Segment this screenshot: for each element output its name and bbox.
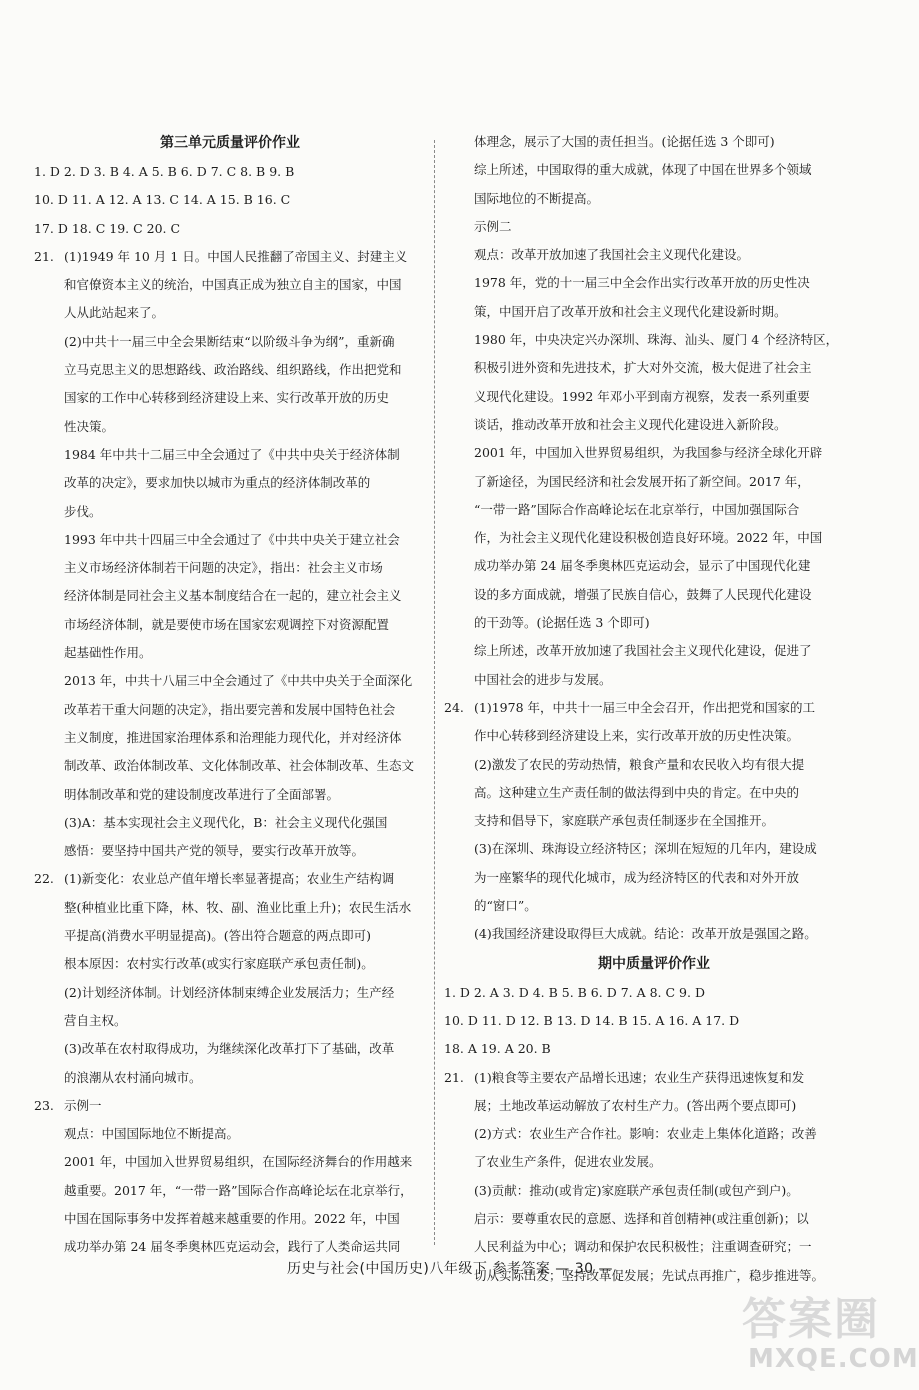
answer-line: (2)激发了农民的劳动热情，粮食产量和农民收入均有很大提 [474, 756, 805, 772]
answer-line: 2013 年，中共十八届三中全会通过了《中共中央关于全面深化 [64, 673, 413, 689]
answer-line: (1)新变化：农业总产值年增长率显著提高；农业生产结构调 [64, 871, 395, 887]
page-footer: 历史与社会(中国历史)八年级下 参考答案 — 30 — [286, 1261, 614, 1277]
answer-line: (1)1978 年，中共十一届三中全会召开，作出把党和国家的工 [474, 699, 815, 715]
answer-line: (2)计划经济体制。计划经济体制束缚企业发展活力；生产经 [64, 984, 395, 1000]
column-divider [434, 140, 435, 1245]
answer-line: (2)方式：农业生产合作社。影响：农业走上集体化道路；改善 [474, 1126, 817, 1142]
right-column [444, 128, 864, 1290]
answer-line: 感悟：要坚持中国共产党的领导，要实行改革开放等。 [64, 843, 365, 859]
answer-line: 支持和倡导下，家庭联产承包责任制逐步在全国推开。 [474, 813, 775, 829]
answer-line: 策，中国开启了改革开放和社会主义现代化建设新时期。 [474, 303, 787, 319]
answer-line: 整(种植业比重下降，林、牧、副、渔业比重上升)；农民生活水 [64, 899, 412, 915]
answer-line: (3)贡献：推动(或肯定)家庭联产承包责任制(或包产到户)。 [474, 1182, 799, 1198]
answer-line: 主义市场经济体制若干问题的决定》，指出：社会主义市场 [64, 560, 383, 576]
answer-line: (2)中共十一届三中全会果断结束“以阶级斗争为纲”，重新确 [64, 333, 395, 349]
answer-line: 观点：改革开放加速了我国社会主义现代化建设。 [474, 247, 750, 263]
answer-line: 步伐。 [64, 503, 102, 519]
answer-line: (3)A：基本实现社会主义现代化，B：社会主义现代化强国 [64, 814, 388, 830]
answer-line: 性决策。 [64, 418, 115, 434]
answer-line: 1993 年中共十四届三中全会通过了《中共中央关于建立社会 [64, 531, 400, 547]
answer-line: (1)粮食等主要农产品增长迅速；农业生产获得迅速恢复和发 [474, 1069, 805, 1085]
answer-line: (3)改革在农村取得成功，为继续深化改革打下了基础，改革 [64, 1041, 395, 1057]
answer-line: 明体制改革和党的建设制度改革进行了全面部署。 [64, 786, 340, 802]
answer-line: 的干劲等。(论据任选 3 个即可) [474, 615, 650, 631]
mc-line: 17. D 18. C 19. C 20. C [34, 220, 181, 236]
answer-line: 示例一 [64, 1097, 102, 1113]
section-title-midterm: 期中质量评价作业 [598, 955, 710, 972]
answer-line: 积极引进外资和先进技术，扩大对外交流，极大促进了社会主 [474, 360, 812, 376]
answer-line: 改革若干重大问题的决定》，指出要完善和发展中国特色社会 [64, 701, 396, 717]
answer-line: (4)我国经济建设取得巨大成就。结论：改革开放是强国之路。 [474, 926, 817, 942]
answer-line: 和官僚资本主义的统治，中国真正成为独立自主的国家，中国 [64, 277, 402, 293]
answer-line: 1978 年，党的十一届三中全会作出实行改革开放的历史性决 [474, 275, 810, 291]
mc-line: 1. D 2. A 3. D 4. B 5. B 6. D 7. A 8. C 9. D [444, 984, 705, 1000]
answer-line: 体理念，展示了大国的责任担当。(论据任选 3 个即可) [474, 134, 775, 149]
question-23-continued [444, 128, 864, 694]
answer-line: 综上所述，中国取得的重大成就，体现了中国在世界多个领域 [474, 162, 812, 178]
answer-line: 作中心转移到经济建设上来，实行改革开放的历史性决策。 [474, 728, 800, 744]
answer-line: 中国社会的进步与发展。 [474, 671, 612, 687]
answer-line: 市场经济体制，就是要使市场在国家宏观调控下对资源配置 [64, 616, 390, 632]
question-24 [444, 694, 864, 949]
answer-line: (1)1949 年 10 月 1 日。中国人民推翻了帝国主义、封建主义 [64, 248, 408, 264]
answer-line: 中国在国际事务中发挥着越来越重要的作用。2022 年，中国 [64, 1210, 400, 1226]
answer-line: 展；土地改革运动解放了农村生产力。(答出两个要点即可) [474, 1097, 797, 1113]
question-number: 23. [34, 1097, 54, 1113]
answer-line: 谈话，推动改革开放和社会主义现代化建设进入新阶段。 [474, 416, 787, 432]
question-number: 22. [34, 871, 54, 887]
answer-line: 启示：要尊重农民的意愿、选择和首创精神(或注重创新)；以 [474, 1210, 809, 1226]
answer-line: 起基础性作用。 [64, 645, 152, 661]
answer-line: 作，为社会主义现代化建设积极创造良好环境。2022 年，中国 [474, 530, 823, 546]
answer-line: 根本原因：农村实行改革(或实行家庭联产承包责任制)。 [64, 956, 374, 972]
mc-line: 18. A 19. A 20. B [444, 1041, 551, 1057]
answer-line: 的浪潮从农村涌向城市。 [64, 1069, 202, 1085]
answer-line: 越重要。2017 年，“一带一路”国际合作高峰论坛在北京举行， [64, 1182, 413, 1198]
answer-line: 营自主权。 [64, 1012, 127, 1028]
answer-line: 1984 年中共十二届三中全会通过了《中共中央关于经济体制 [64, 446, 400, 462]
answer-line: 切从实际出发；坚持改革促发展；先试点再推广，稳步推进等。 [474, 1267, 825, 1283]
watermark-url: MXQE.COM [748, 1344, 919, 1374]
mc-answers-unit3 [34, 158, 426, 243]
answer-line: “一带一路”国际合作高峰论坛在北京举行，中国加强国际合 [474, 501, 800, 517]
answer-line: 经济体制是同社会主义基本制度结合在一起的，建立社会主义 [64, 588, 402, 604]
watermark-logo [742, 1294, 919, 1386]
answer-line: 2001 年，中国加入世界贸易组织，为我国参与经济全球化开辟 [474, 445, 823, 461]
question-body [474, 694, 864, 949]
answer-line: 成功举办第 24 届冬季奥林匹克运动会，践行了人类命运共同 [64, 1239, 401, 1255]
mc-line: 1. D 2. D 3. B 4. A 5. B 6. D 7. C 8. B 9. B [34, 164, 295, 179]
answer-line: 观点：中国国际地位不断提高。 [64, 1126, 240, 1142]
question-body [474, 1064, 864, 1290]
question-23 [34, 1092, 426, 1262]
watermark-text: 答案圈 [742, 1294, 880, 1345]
left-column [34, 128, 426, 1262]
answer-line: 设的多方面成就，增强了民族自信心，鼓舞了人民现代化建设 [474, 586, 812, 602]
answer-line: (3)在深圳、珠海设立经济特区；深圳在短短的几年内，建设成 [474, 841, 817, 857]
mc-line: 10. D 11. A 12. A 13. C 14. A 15. B 16. C [34, 192, 291, 208]
mc-line: 10. D 11. D 12. B 13. D 14. B 15. A 16. A 17. D [444, 1012, 740, 1028]
answer-line: 成功举办第 24 届冬季奥林匹克运动会，显示了中国现代化建 [474, 558, 811, 574]
answer-line: 国际地位的不断提高。 [474, 190, 600, 206]
answer-line: 2001 年，中国加入世界贸易组织，在国际经济舞台的作用越来 [64, 1154, 413, 1170]
question-body [64, 865, 426, 1091]
answer-line: 人从此站起来了。 [64, 305, 165, 321]
answer-line: 1980 年，中央决定兴办深圳、珠海、汕头、厦门 4 个经济特区， [474, 332, 839, 348]
question-number: 21. [444, 1069, 464, 1085]
answer-line: 高。这种建立生产责任制的做法得到中央的肯定。在中央的 [474, 784, 800, 800]
answer-line: 人民利益为中心；调动和保护农民积极性；注重调查研究；一 [474, 1239, 812, 1255]
question-22 [34, 865, 426, 1091]
answer-line: 综上所述，改革开放加速了我国社会主义现代化建设，促进了 [474, 643, 812, 659]
question-21 [34, 243, 426, 866]
question-body [64, 1092, 426, 1262]
answer-line: 示例二 [474, 218, 512, 234]
answer-line: 为一座繁华的现代化城市，成为经济特区的代表和对外开放 [474, 869, 800, 885]
answer-line: 改革的决定》，要求加快以城市为重点的经济体制改革的 [64, 475, 371, 491]
answer-line: 立马克思主义的思想路线、政治路线、组织路线，作出把党和 [64, 362, 402, 378]
answer-line: 国家的工作中心转移到经济建设上来、实行改革开放的历史 [64, 390, 390, 406]
answer-line: 义现代化建设。1992 年邓小平到南方视察，发表一系列重要 [474, 388, 810, 404]
question-body [64, 243, 426, 866]
answer-line: 的“窗口”。 [474, 898, 537, 914]
answer-line: 主义制度，推进国家治理体系和治理能力现代化，并对经济体 [64, 729, 402, 745]
question-number: 21. [34, 248, 54, 264]
question-21-midterm [444, 1064, 864, 1290]
question-number: 24. [444, 699, 464, 715]
answer-line: 平提高(消费水平明显提高)。(答出符合题意的两点即可) [64, 928, 372, 944]
answer-line: 了新途径，为国民经济和社会发展开拓了新空间。2017 年， [474, 473, 810, 489]
answer-line: 制改革、政治体制改革、文化体制改革、社会体制改革、生态文 [64, 758, 415, 774]
mc-answers-midterm [444, 979, 864, 1064]
answer-line: 了农业生产条件，促进农业发展。 [474, 1154, 662, 1170]
section-title-unit3: 第三单元质量评价作业 [160, 135, 300, 151]
